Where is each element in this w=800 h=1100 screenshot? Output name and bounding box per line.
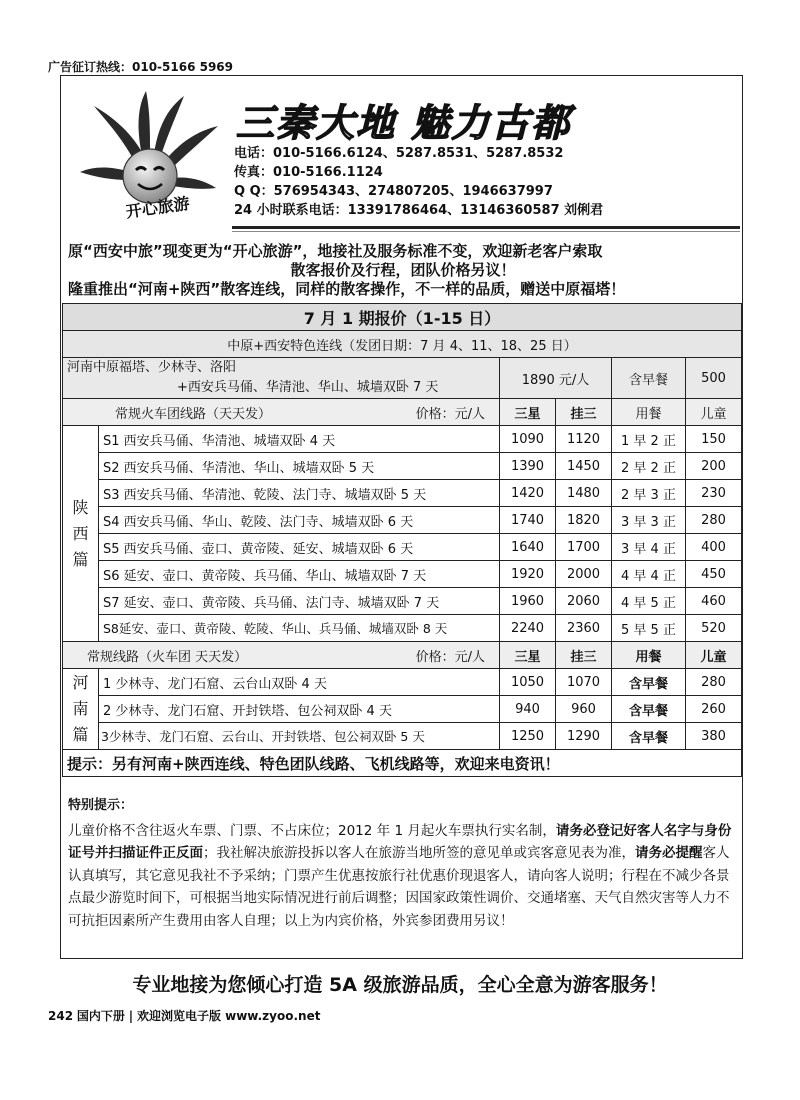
- page-footer: [48, 1007, 320, 1024]
- special-text-c: ；我社解决旅游投拆以客人在旅游当地所签的意见单或宾客意见表为准，: [203, 845, 635, 861]
- table-row: [63, 696, 742, 723]
- child-price: 280: [686, 507, 742, 534]
- route-cell: S1 西安兵马俑、华清池、城墙双卧 4 天: [99, 426, 500, 453]
- col-header-meal: 用餐: [612, 642, 686, 669]
- shaanxi-header-row: [63, 399, 742, 426]
- price-three-star: 1090: [500, 426, 556, 453]
- price-hang-three: 2000: [556, 561, 612, 588]
- henan-header-row: [63, 642, 742, 669]
- meal-cell: 含早餐: [612, 723, 686, 750]
- logo-text: 开心旅游: [124, 193, 191, 222]
- footer-separator: |: [128, 1009, 134, 1023]
- intro-line-1: 原“西安中旅”现变更为“开心旅游”，地接社及服务标准不变，欢迎新老客户索取: [68, 242, 603, 260]
- child-price: 150: [686, 426, 742, 453]
- contact-info: [234, 144, 603, 220]
- price-hang-three: 1820: [556, 507, 612, 534]
- child-price: 230: [686, 480, 742, 507]
- special-heading: 特别提示：: [68, 798, 134, 813]
- route-cell: 2 少林寺、龙门石窟、开封铁塔、包公祠双卧 4 天: [99, 696, 500, 723]
- header-divider: [232, 226, 740, 229]
- meal-cell: 含早餐: [612, 696, 686, 723]
- price-hang-three: 1070: [556, 669, 612, 696]
- brand-slogan: [232, 96, 732, 146]
- feature-price: 1890 元/人: [500, 358, 612, 399]
- price-three-star: 940: [500, 696, 556, 723]
- page-number: 242: [48, 1009, 74, 1023]
- price-three-star: 1250: [500, 723, 556, 750]
- price-hang-three: 1290: [556, 723, 612, 750]
- price-hang-three: 1450: [556, 453, 612, 480]
- route-cell: S3 西安兵马俑、华清池、乾陵、法门寺、城墙双卧 5 天: [99, 480, 500, 507]
- child-price: 280: [686, 669, 742, 696]
- henan-header-label: 常规线路（火车团 天天发）: [87, 649, 248, 665]
- brand-logo: [76, 86, 226, 222]
- route-cell: S4 西安兵马俑、华山、乾陵、法门寺、城墙双卧 6 天: [99, 507, 500, 534]
- col-header-three-star: 三星: [500, 642, 556, 669]
- col-header-hang-three: 挂三: [556, 399, 612, 426]
- feature-route-line-2: +西安兵马俑、华清池、华山、城墙双卧 7 天: [177, 380, 439, 395]
- feature-child: 500: [686, 358, 742, 399]
- footer-label: 国内下册: [76, 1009, 125, 1023]
- route-cell: S5 西安兵马俑、壶口、黄帝陵、延安、城墙双卧 6 天: [99, 534, 500, 561]
- meal-cell: 5 早 5 正: [612, 615, 686, 642]
- table-row: [63, 453, 742, 480]
- special-text-a: 儿童价格不含往返火车票、门票、不占床位；2012 年 1 月起火车票执行实名制，: [68, 822, 556, 839]
- child-price: 380: [686, 723, 742, 750]
- slogan-text: 三秦大地 魅力古都: [236, 100, 572, 145]
- table-note: 提示：另有河南+陕西连线、特色团队线路、飞机线路等，欢迎来电资讯！: [63, 750, 742, 777]
- feature-header: 中原+西安特色连线（发团日期：7 月 4、11、18、25 日）: [63, 331, 742, 358]
- table-row: [63, 507, 742, 534]
- fax-line: 传真：010-5166.1124: [234, 165, 383, 180]
- col-header-three-star: 三星: [500, 399, 556, 426]
- child-price: 260: [686, 696, 742, 723]
- price-three-star: 1420: [500, 480, 556, 507]
- sun-logo-icon: [76, 86, 226, 222]
- route-cell: 3少林寺、龙门石窟、云台山、开封铁塔、包公祠双卧 5 天: [99, 723, 500, 750]
- intro-text: [68, 242, 738, 299]
- price-hang-three: 2060: [556, 588, 612, 615]
- price-hang-three: 960: [556, 696, 612, 723]
- price-three-star: 2240: [500, 615, 556, 642]
- price-three-star: 1390: [500, 453, 556, 480]
- child-price: 400: [686, 534, 742, 561]
- route-cell: S2 西安兵马俑、华清池、华山、城墙双卧 5 天: [99, 453, 500, 480]
- shaanxi-price-unit: 价格：元/人: [415, 406, 485, 422]
- footer-site: 欢迎浏览电子版 www.zyoo.net: [136, 1009, 321, 1023]
- special-text-d: 请务必提醒: [635, 845, 703, 861]
- meal-cell: 含早餐: [612, 669, 686, 696]
- route-cell: S7 延安、壶口、黄帝陵、兵马俑、法门寺、城墙双卧 7 天: [99, 588, 500, 615]
- price-table: [62, 303, 742, 777]
- price-hang-three: 2360: [556, 615, 612, 642]
- qq-line: Q Q：576954343、274807205、1946637997: [234, 184, 553, 199]
- special-text-b: 请务必登记好客人名字与身份证号并扫描证件正反面: [68, 822, 732, 861]
- henan-price-unit: 价格：元/人: [415, 649, 485, 665]
- table-row: [63, 534, 742, 561]
- shaanxi-header-label: 常规火车团线路（天天发）: [115, 406, 272, 422]
- meal-cell: 3 早 3 正: [612, 507, 686, 534]
- table-row: [63, 480, 742, 507]
- child-price: 200: [686, 453, 742, 480]
- table-row: [63, 561, 742, 588]
- intro-line-2: 散客报价及行程，团队价格另议！: [290, 261, 516, 279]
- region-henan: 河南篇: [63, 669, 99, 750]
- special-notice: [62, 791, 739, 936]
- region-shaanxi: 陕西篇: [63, 426, 99, 642]
- table-row: [63, 669, 742, 696]
- hotline-24h: 24 小时联系电话：13391786464、13146360587 刘俐君: [234, 203, 604, 218]
- price-three-star: 1050: [500, 669, 556, 696]
- price-three-star: 1740: [500, 507, 556, 534]
- table-row: [63, 588, 742, 615]
- price-three-star: 1920: [500, 561, 556, 588]
- feature-route-line-1: 河南中原福塔、少林寺、洛阳: [67, 360, 237, 375]
- special-text-e: 客人认真填写，其它意见我社不予采纳；门票产生优惠按旅行社优惠价现退客人，请向客人说明；行程在不减少各景点最少游览时间下，可根据当地实际情况进行前后调整；因国家政策性调价、交通堵塞、天气自然灾害等人力不可抗拒因素所产生费用由客人自理；以上为内宾价格，外宾参团费用另议！: [68, 845, 730, 929]
- child-price: 450: [686, 561, 742, 588]
- meal-cell: 4 早 5 正: [612, 588, 686, 615]
- meal-cell: 1 早 2 正: [612, 426, 686, 453]
- route-cell: S8延安、壶口、黄帝陵、乾陵、华山、兵马俑、城墙双卧 8 天: [99, 615, 500, 642]
- child-price: 520: [686, 615, 742, 642]
- header-divider-thin: [232, 231, 740, 232]
- route-cell: S6 延安、壶口、黄帝陵、兵马俑、华山、城墙双卧 7 天: [99, 561, 500, 588]
- feature-row: [63, 358, 742, 399]
- price-hang-three: 1480: [556, 480, 612, 507]
- price-three-star: 1640: [500, 534, 556, 561]
- bottom-slogan: 专业地接为您倾心打造 5A 级旅游品质，全心全意为游客服务！: [132, 974, 668, 996]
- feature-meal: 含早餐: [612, 358, 686, 399]
- price-hang-three: 1700: [556, 534, 612, 561]
- intro-line-3: 隆重推出“河南+陕西”散客连线，同样的散客操作，不一样的品质，赠送中原福塔！: [68, 280, 626, 298]
- price-three-star: 1960: [500, 588, 556, 615]
- meal-cell: 2 早 2 正: [612, 453, 686, 480]
- col-header-meal: 用餐: [612, 399, 686, 426]
- meal-cell: 3 早 4 正: [612, 534, 686, 561]
- price-hang-three: 1120: [556, 426, 612, 453]
- table-row: [63, 615, 742, 642]
- table-title: 7 月 1 期报价（1-15 日）: [63, 304, 742, 331]
- special-body: [68, 820, 733, 933]
- meal-cell: 4 早 4 正: [612, 561, 686, 588]
- route-cell: 1 少林寺、龙门石窟、云台山双卧 4 天: [99, 669, 500, 696]
- phone-line: 电话：010-5166.6124、5287.8531、5287.8532: [234, 146, 564, 161]
- table-row: [63, 723, 742, 750]
- child-price: 460: [686, 588, 742, 615]
- col-header-child: 儿童: [686, 399, 742, 426]
- col-header-hang-three: 挂三: [556, 642, 612, 669]
- ad-hotline: 广告征订热线：010-5166 5969: [48, 60, 234, 74]
- col-header-child: 儿童: [686, 642, 742, 669]
- table-row: [63, 426, 742, 453]
- meal-cell: 2 早 3 正: [612, 480, 686, 507]
